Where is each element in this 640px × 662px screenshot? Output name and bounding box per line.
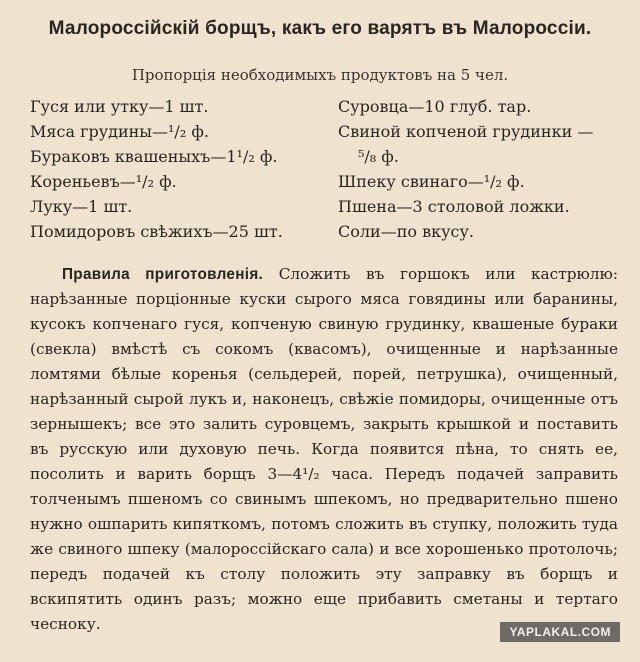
ingredient-item: Соли—по вкусу. [338, 222, 474, 241]
preparation-rules [30, 262, 618, 637]
ingredient-item: Луку—1 шт. [30, 197, 133, 216]
recipe-title: Малороссійскій борщъ, какъ его варятъ въ Малороссіи. [48, 18, 592, 39]
ingredient-item: Свиной копченой грудинки — [338, 122, 594, 141]
ingredients-right-column [338, 94, 620, 244]
ingredient-item: Шпеку свинаго—¹/₂ ф. [338, 172, 525, 191]
site-watermark: YAPLAKAL.COM [500, 622, 620, 642]
ingredient-item: Помидоровъ свѣжихъ—25 шт. [30, 222, 283, 241]
rules-text: Сложить въ горшокъ или кастрюлю: нарѣзанные порціонные куски сырого мяса говядины или баранины, кусокъ копченаго гуся, копченую свиную грудинку, квашеные бураки (свекла) вмѣстѣ съ сокомъ (квасомъ), очищенные и нарѣзанные ломтями бѣлые коренья (сельдерей, порей, петрушка), очищенный, нарѣзанный сырой лукъ и, наконецъ, свѣжіе помидоры, очищенные отъ зернышекъ; все это залить суровцемъ, закрыть крышкой и поставить въ русскую или духовую печь. Когда появится пѣна, то снять ее, посолить и варить борщъ 3—4¹/₂ часа. Передъ подачей заправить толченымъ пшеномъ со свинымъ шпекомъ, но предварительно пшено нужно ошпарить кипяткомъ, потомъ сложить въ ступку, положить туда же свиного шпеку (малороссійскаго сала) и все хорошенько протолочь; передъ подачей къ столу положить эту заправку въ борщъ и вскипятить одинъ разъ; можно еще прибавить сметаны и тертаго чесноку. [30, 265, 618, 633]
rules-heading: Правила приготовленія. [62, 266, 264, 283]
ingredient-item-continuation: ⁵/₈ ф. [358, 147, 399, 166]
ingredient-item: Пшена—3 столовой ложки. [338, 197, 570, 216]
ingredient-item: Мяса грудины—¹/₂ ф. [30, 122, 209, 141]
ingredient-item: Суровца—10 глуб. тар. [338, 97, 532, 116]
ingredients-list [30, 94, 620, 244]
ingredients-left-column [30, 94, 330, 244]
ingredient-item: Гуся или утку—1 шт. [30, 97, 209, 116]
proportion-subtitle: Пропорція необходимыхъ продуктовъ на 5 чел. [131, 66, 509, 84]
ingredient-item: Бураковъ квашеныхъ—1¹/₂ ф. [30, 147, 278, 166]
ingredient-item: Кореньевъ—¹/₂ ф. [30, 172, 177, 191]
